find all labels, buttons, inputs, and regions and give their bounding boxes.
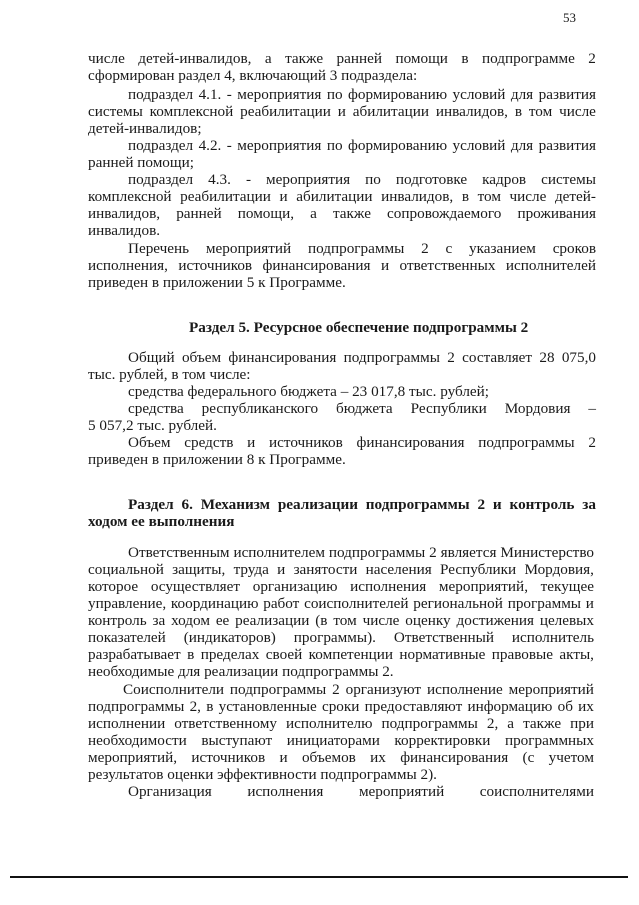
word: кадров [482,171,527,188]
word: финансирования [356,434,465,451]
word: средств [184,434,234,451]
text-line: приведен в приложении 5 к Программе. [88,274,346,291]
text-line [128,783,594,800]
word: 2 [588,434,596,451]
word: комплексной [88,188,172,205]
page-number: 53 [563,10,576,25]
word: мероприятия [266,171,351,188]
word: проживания [517,205,596,222]
text-line [88,578,594,595]
text-line: средства федерального бюджета – 23 017,8 тыс. рублей; [128,383,490,400]
word: подпрограмме [481,50,575,67]
text-line [88,205,596,222]
text-line: необходимые для реализации подпрограммы 2. [88,663,394,680]
section-5-heading: Раздел 5. Ресурсное обеспечение подпрограммы 2 [189,319,529,336]
word: правовые [491,646,553,663]
word: сопровождаемого [387,205,502,222]
word: республиканского [201,400,319,417]
word: достижения [456,612,534,629]
word: 28 [539,349,555,366]
word: объемов [301,749,356,766]
word: в [514,103,522,120]
word: исполнителем [233,544,325,561]
word: указанием [469,240,536,257]
word: помощи [395,50,448,67]
word: подраздел [128,171,194,188]
text-line [88,646,594,663]
word: и [279,188,288,205]
text-line: детей-инвалидов; [88,120,202,137]
word: и [277,561,286,578]
word: подраздел [128,86,194,103]
word: инвалидов, [88,205,161,222]
word: 2 [332,681,340,698]
word: корректировки [394,732,491,749]
word: учетом [548,749,594,766]
word: сроков [552,240,596,257]
word: 075,0 [561,349,596,366]
word: исполнение [426,681,503,698]
word: координацию [170,595,259,612]
word: подпрограммы [381,715,478,732]
word: Ответственный [393,629,494,646]
word: 2 [588,50,596,67]
word: - [226,137,232,154]
word: подпрограммы [365,496,470,513]
word: источников [191,749,266,766]
word: условий [452,86,506,103]
word: для [510,137,534,154]
word: подпрограммы [328,544,426,561]
word: мероприятий [205,240,292,257]
word: исполнителей [505,257,596,274]
word: абилитации [352,103,429,120]
word: исполнения [350,578,427,595]
word: ранней [336,50,382,67]
word: подпрограммы [343,349,440,366]
word: Раздел [128,496,174,513]
text-line [88,103,596,120]
word: системы [541,171,596,188]
word: источников [269,434,343,451]
word: организацию [252,578,338,595]
text-line [88,561,594,578]
word: развития [538,86,596,103]
word: числе [509,188,547,205]
word: - [245,171,251,188]
word: необходимости [88,732,187,749]
word: программы [507,595,582,612]
word: подпрограммы [88,698,185,715]
word: источников [178,257,253,274]
word: развития [538,137,596,154]
word: занятости [293,561,358,578]
word: числе [559,103,596,120]
word: детей-инвалидов, [138,50,252,67]
word: мероприятий [358,783,445,800]
word: в [187,646,195,663]
word: по [326,137,343,154]
word: подготовке [395,171,468,188]
word: 2 [447,349,455,366]
heading-line: ходом ее выполнения [88,513,235,530]
word: Общий [128,349,175,366]
word: 6. [181,496,193,513]
word: программы). [293,629,376,646]
word: организуют [345,681,422,698]
word: финансирования [228,349,337,366]
word: за [582,496,596,513]
word: финансирования [262,257,371,274]
word: том [477,188,501,205]
word: в [461,50,469,67]
word: защиты, [172,561,226,578]
word: разрабатывает [88,646,181,663]
word: ходом [171,612,210,629]
word: мероприятия [237,137,322,154]
text-line: сформирован раздел 4, включающий 3 подраздела: [88,67,418,84]
word: подпрограммы [307,240,405,257]
word: исполнения [247,783,324,800]
word: том [528,103,553,120]
word: средства [128,400,184,417]
word: Мордовия [504,400,571,417]
word: реализации [235,612,310,629]
text-line [88,629,594,646]
word: Республики [439,561,517,578]
word: своей [265,646,303,663]
text-line [128,171,596,188]
text-line: 5 057,2 тыс. рублей. [88,417,217,434]
word: а [264,50,272,67]
word: формированию [348,86,448,103]
word: подпрограммы [229,681,327,698]
word: Соисполнители [123,681,225,698]
word: контроль [88,612,147,629]
text-line: тыс. рублей, в том числе: [88,366,251,383]
text-line [88,698,594,715]
page-bottom-rule [10,876,628,878]
text-line [128,137,596,154]
word: ранней [176,205,222,222]
text-line [128,240,596,257]
word: 2, [189,698,201,715]
word: нормативные [399,646,486,663]
text-line [88,732,594,749]
word: выступают [201,732,273,749]
word: осуществляет [150,578,241,595]
word: – [588,400,596,417]
word: оценку [405,612,451,629]
word: мероприятия [237,86,322,103]
word: мероприятий [508,681,594,698]
word: исполнении [88,715,166,732]
word: 4.1. [198,86,222,103]
word: формированию [348,137,448,154]
word: бюджета [336,400,393,417]
text-line: ранней помощи; [88,154,194,171]
word: а [310,205,317,222]
word: по [365,171,381,188]
word: мероприятий, [438,578,528,595]
word: ее [215,612,230,629]
text-line [128,400,596,417]
word: также [332,205,371,222]
word: Мордовия, [524,561,594,578]
text-line [88,715,594,732]
word: 2 [421,240,429,257]
word: также [523,715,562,732]
word: Республики [410,400,487,417]
word: их [370,749,386,766]
word: в [461,188,469,205]
word: их [578,698,594,715]
word: мероприятий, [88,749,178,766]
word: Организация [128,783,212,800]
word: и [585,595,594,612]
word: и [337,103,346,120]
word: акты, [559,646,594,663]
word: Ответственным [128,544,230,561]
word: региональной [413,595,503,612]
word: реабилитации [180,188,271,205]
word: и [492,496,502,513]
word: программных [504,732,594,749]
text-line [88,612,594,629]
text-line [128,544,594,561]
word: установленные [218,698,317,715]
word: пределах [200,646,260,663]
word: предоставляют [364,698,463,715]
word: Перечень [128,240,190,257]
word: составляет [462,349,533,366]
text-line [123,681,594,698]
word: и [279,749,288,766]
word: информацию [467,698,553,715]
text-line: инвалидов. [88,222,161,239]
word: сроки [321,698,360,715]
word: работ [263,595,300,612]
text-line [88,749,594,766]
word: том [333,612,357,629]
word: исполнителю [285,715,373,732]
word: ответственных [399,257,496,274]
word: 2 [477,496,486,513]
word: (индикаторов) [183,629,276,646]
word: которое [88,578,139,595]
text-line [128,86,596,103]
word: показателей [88,629,166,646]
word: 4.3. [208,171,231,188]
word: числе [88,50,125,67]
word: управление, [88,595,167,612]
text-line [88,188,596,205]
word: (с [522,749,535,766]
text-line [128,349,596,366]
word: Механизм [200,496,270,513]
word: 2 [429,544,437,561]
word: является [440,544,497,561]
word: компетенции [308,646,393,663]
word: при [570,715,594,732]
word: подпрограммы [478,434,575,451]
text-line [88,50,596,67]
word: ответственному [174,715,277,732]
text-line: приведен в приложении 8 к Программе. [88,451,346,468]
word: Министерство [500,544,594,561]
word: реабилитации [240,103,331,120]
word: системы [88,103,143,120]
word: числе [362,612,400,629]
word: Объем [128,434,171,451]
word: финансирования [400,749,509,766]
word: для [510,86,534,103]
word: детей- [554,188,596,205]
text-line [88,595,594,612]
word: исполнения, [88,257,168,274]
word: и [380,257,390,274]
word: 2, [486,715,499,732]
word: текущее [540,578,594,595]
word: реализации [277,496,358,513]
text-line: результатов оценки эффективности подпрограммы 2). [88,766,437,783]
word: инициаторами [286,732,380,749]
word: соисполнителей [304,595,409,612]
text-line [88,257,596,274]
word: инвалидов, [381,188,454,205]
word: и [247,434,256,451]
word: целевых [539,612,594,629]
word: исполнитель [511,629,594,646]
word: (в [315,612,328,629]
word: об [557,698,573,715]
word: условий [452,137,506,154]
word: инвалидов, [435,103,508,120]
word: 4.2. [198,137,222,154]
word: подраздел [128,137,194,154]
word: социальной [88,561,164,578]
word: а [507,715,515,732]
word: - [226,86,232,103]
word: с [445,240,453,257]
word: помощи, [237,205,295,222]
text-line [128,434,596,451]
word: в [206,698,214,715]
word: за [152,612,166,629]
word: соисполнителями [479,783,594,800]
word: труда [233,561,269,578]
word: абилитации [296,188,373,205]
word: также [285,50,324,67]
word: комплексной [149,103,234,120]
word: объем [181,349,222,366]
heading-line [128,496,596,513]
word: населения [365,561,432,578]
word: по [326,86,343,103]
word: контроль [509,496,575,513]
